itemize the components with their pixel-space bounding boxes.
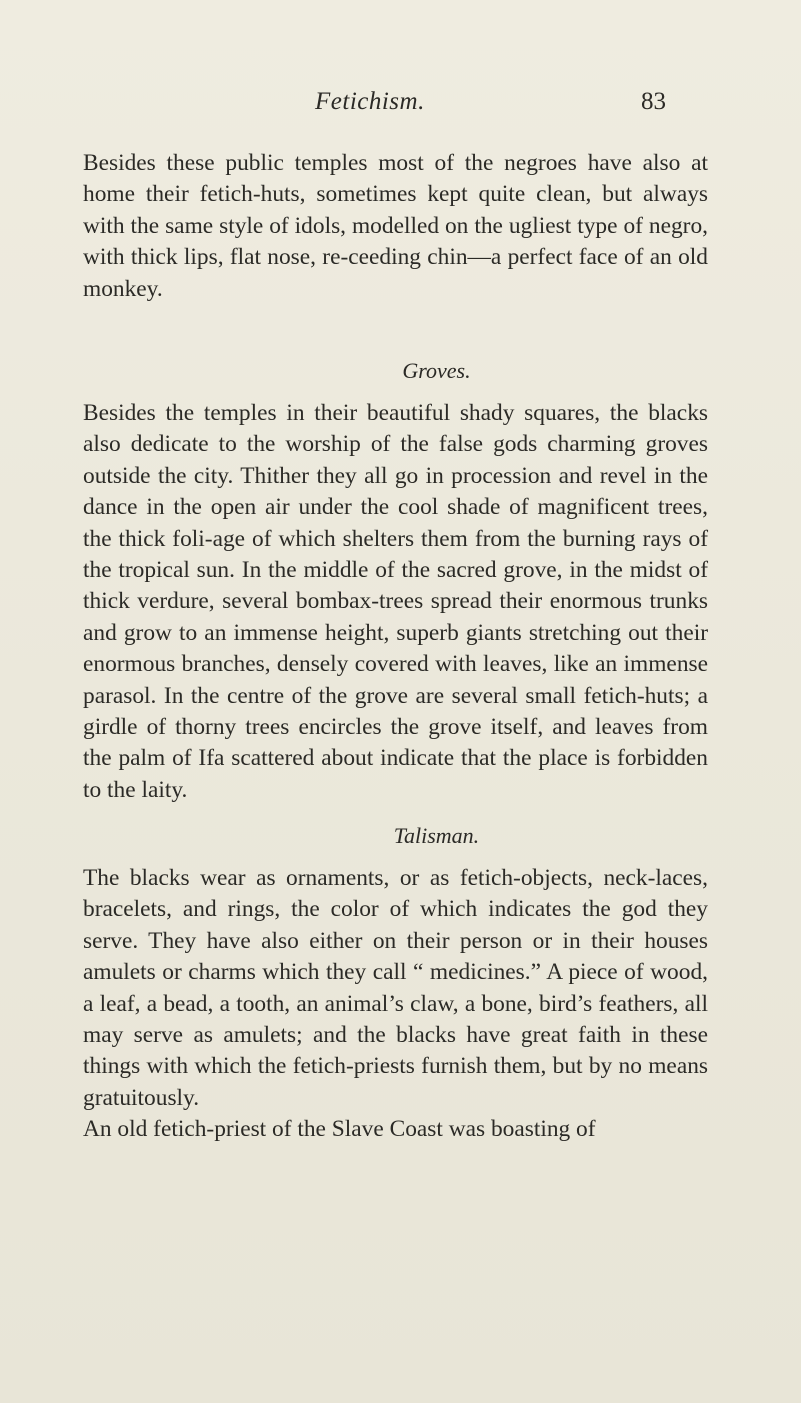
running-title: Fetichism. xyxy=(315,88,425,115)
section-heading-talisman: Talisman. xyxy=(393,823,480,848)
paragraph-text: The blacks wear as ornaments, or as fetich-objects, neck-laces, bracelets, and rings, the color of which indicates the god they serve. They have also either on their person or in their houses amulets or charms which they call “ medicines.” A piece of wood, a leaf, a bead, a tooth, an animal’s claw, a bone, bird’s feathers, all may serve as amulets; and the blacks have great faith in these things with which the fetich-priests furnish them, but by no means gratuitously. xyxy=(83,865,708,1111)
paragraph-text: Besides these public temples most of the negroes have also at home their fetich-huts, sometimes kept quite clean, but always with the same style of idols, modelled on the ugliest type of negro, with thick lips, flat nose, re-ceeding chin—a perfect face of an old monkey. xyxy=(83,150,708,302)
running-head xyxy=(0,88,801,128)
section-heading-groves: Groves. xyxy=(402,358,471,383)
page-number: 83 xyxy=(641,88,666,115)
paragraph-text: Besides the temples in their beautiful shady squares, the blacks also dedicate to the worship of the false gods charming groves outside the city. Thither they all go in procession and revel in the dance in the open air under the cool shade of magnificent trees, the thick foli-age of which shelters them from the burning rays of the tropical sun. In the middle of the sacred grove, in the midst of thick verdure, several bombax-trees spread their enormous trunks and grow to an immense height, superb giants stretching out their enormous branches, densely covered with leaves, like an immense parasol. In the centre of the grove are several small fetich-huts; a girdle of thorny trees encircles the grove itself, and leaves from the palm of Ifa scattered about indicate that the place is forbidden to the laity. xyxy=(83,400,708,803)
paragraph-fetich-huts xyxy=(83,148,708,305)
paragraph-text-continued: An old fetich-priest of the Slave Coast was boasting of xyxy=(83,1116,596,1143)
paragraph-talisman xyxy=(83,863,708,1146)
paragraph-groves xyxy=(83,398,708,806)
